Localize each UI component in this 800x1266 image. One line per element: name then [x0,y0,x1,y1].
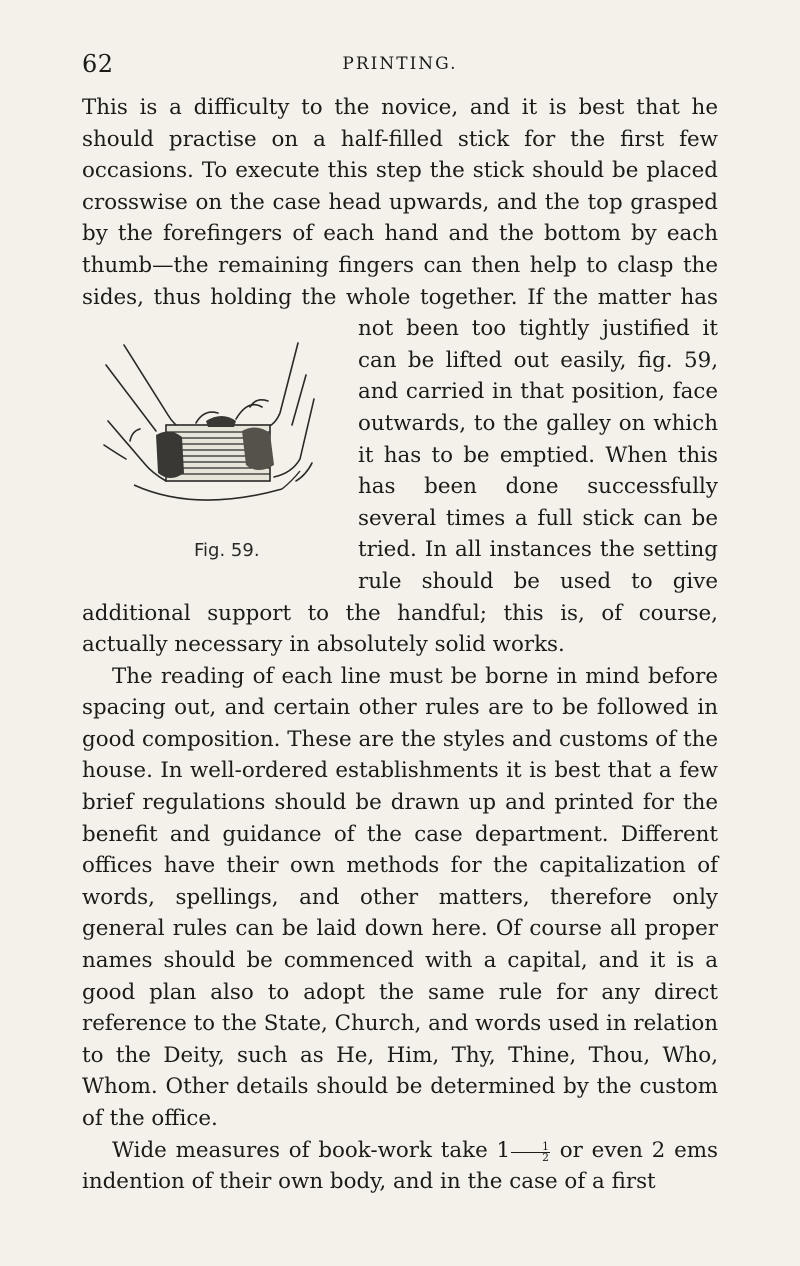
figure-caption: Fig. 59. [194,540,260,562]
paragraph-1-text: This is a difficulty to the novice, and it is best that he should practise on a half-filled stick for the first few occasions. To execute this step the stick should be placed crosswise on the case head upwards, and the top grasped by the forefingers of each hand and the bottom by each thumb—the remaining fingers can then help to clasp the sides, thus holding the whole together. If the matter has not been too tightly [82,95,718,342]
running-head: PRINTING. [342,54,458,74]
paragraph-3-text-start: Wide measures of book-work take 1 [112,1137,511,1163]
paragraph-1 [82,92,718,661]
paragraph-1-wrap-text: justified it can be lifted out easily, fig. 59, and carried in that position, face outwards, to the galley on which it has to be emptied. When this has been done successfully several times a full stick can be tried. In all instances the setting rule should be used to give additional support to the handful; this is, of course, actually necessary in absolutely solid works. [82,316,718,658]
page-header [82,50,718,84]
paragraph-3-text-end: or even 2 ems indention of their own body, and in the case of a first [82,1137,718,1195]
page-number: 62 [82,50,114,78]
one-half-fraction: $\frac{1}{2}$ [511,1142,550,1164]
left-arm-line [124,345,182,429]
figure-59 [86,313,344,593]
right-arm-line [268,343,298,427]
type-block [156,416,274,481]
body-text [82,92,718,1198]
paragraph-2: The reading of each line must be borne in mind before spacing out, and certain other rules are to be followed in good composition. These are the styles and customs of the house. In well-ordered establishments it is best that a few brief regulations should be drawn up and printed for the benefit and guidance of the case department. Different offices have their own methods for the capitalization of words, spellings, and other matters, therefore only general rules can be laid down here. Of course all proper names should be commenced with a capital, and it is a good plan also to adopt the same rule for any direct reference to the State, Church, and words used in relation to the Deity, such as He, Him, Thy, Thine, Thou, Who, Whom. Other details should be determined by the custom of the office. [82,663,718,1131]
paragraph-3 [82,1135,718,1198]
